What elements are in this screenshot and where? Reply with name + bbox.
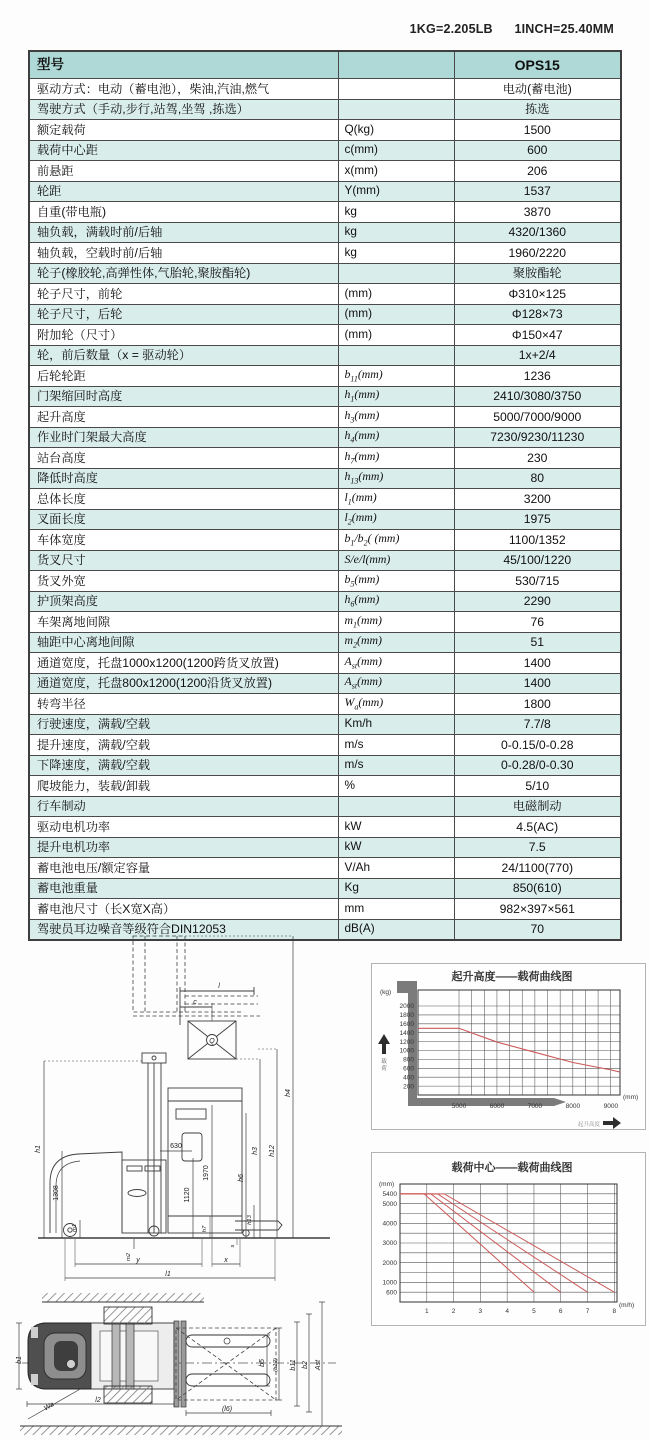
spec-table-body bbox=[29, 79, 621, 941]
table-row bbox=[29, 120, 621, 141]
spec-label: 额定载荷 bbox=[29, 120, 338, 141]
spec-label: 叉面长度 bbox=[29, 509, 338, 530]
spec-value: 4.5(AC) bbox=[454, 817, 621, 838]
spec-label: 自重(带电瓶) bbox=[29, 202, 338, 223]
svg-text:8000: 8000 bbox=[565, 1103, 581, 1110]
table-row bbox=[29, 99, 621, 120]
dim-label-h12: h12 bbox=[269, 1145, 276, 1157]
spec-label: 门架缩回时高度 bbox=[29, 386, 338, 407]
spec-value: 24/1100(770) bbox=[454, 858, 621, 879]
table-row bbox=[29, 345, 621, 366]
spec-unit: % bbox=[338, 776, 454, 797]
svg-text:800: 800 bbox=[403, 1056, 414, 1064]
spec-unit: m/s bbox=[338, 755, 454, 776]
chart1-title: 起升高度——载荷曲线图 bbox=[451, 971, 573, 983]
svg-text:2000: 2000 bbox=[382, 1259, 397, 1267]
table-row bbox=[29, 858, 621, 879]
svg-text:1800: 1800 bbox=[399, 1012, 414, 1020]
table-row bbox=[29, 243, 621, 264]
unit-conversion-note bbox=[392, 22, 614, 36]
spec-unit bbox=[338, 796, 454, 817]
spec-value: 7.5 bbox=[454, 837, 621, 858]
spec-unit: $h_1(mm)$ bbox=[338, 386, 454, 407]
spec-label: 驾驶员耳边噪音等级符合DIN12053 bbox=[29, 919, 338, 940]
table-row bbox=[29, 222, 621, 243]
spec-label: 轴距中心离地间隙 bbox=[29, 632, 338, 653]
dim-label-l1: l1 bbox=[165, 1271, 171, 1278]
spec-value: 电动(蓄电池) bbox=[454, 79, 621, 100]
dim-label-630: 630 bbox=[170, 1143, 182, 1150]
table-row bbox=[29, 837, 621, 858]
svg-text:600: 600 bbox=[386, 1289, 397, 1297]
spec-unit: mm bbox=[338, 899, 454, 920]
spec-value: 1400 bbox=[454, 653, 621, 674]
dim-label-l2: l2 bbox=[95, 1397, 101, 1404]
spec-unit: x(mm) bbox=[338, 161, 454, 182]
spec-unit: dB(A) bbox=[338, 919, 454, 940]
spec-value: 7.7/8 bbox=[454, 714, 621, 735]
table-row bbox=[29, 489, 621, 510]
svg-text:荷: 荷 bbox=[381, 1066, 387, 1072]
spec-table bbox=[28, 50, 622, 941]
table-row bbox=[29, 571, 621, 592]
spec-label: 驱动方式：电动（蓄电池），柴油,汽油,燃气 bbox=[29, 79, 338, 100]
spec-value: 0-0.15/0-0.28 bbox=[454, 735, 621, 756]
dim-label-1120: 1120 bbox=[184, 1187, 191, 1203]
side-view-drawing bbox=[30, 933, 350, 1290]
spec-unit: $W_a(mm)$ bbox=[338, 694, 454, 715]
spec-value: 1500 bbox=[454, 120, 621, 141]
dim-label-h7: h7 bbox=[202, 1225, 208, 1233]
spec-value: 206 bbox=[454, 161, 621, 182]
chart2-y-unit: (mm) bbox=[379, 1181, 395, 1188]
dim-label-x: x bbox=[224, 1257, 228, 1264]
spec-unit bbox=[338, 345, 454, 366]
dim-label-b2: b2 bbox=[302, 1361, 309, 1369]
table-row bbox=[29, 161, 621, 182]
table-row bbox=[29, 468, 621, 489]
table-row bbox=[29, 776, 621, 797]
spec-label: 轴负载，空载时前/后轴 bbox=[29, 243, 338, 264]
dim-label-wa: Wa bbox=[43, 1401, 56, 1413]
table-row bbox=[29, 530, 621, 551]
spec-label: 轮子尺寸，前轮 bbox=[29, 284, 338, 305]
spec-label: 货叉尺寸 bbox=[29, 550, 338, 571]
spec-label: 货叉外宽 bbox=[29, 571, 338, 592]
svg-text:1: 1 bbox=[424, 1308, 429, 1315]
spec-value: 51 bbox=[454, 632, 621, 653]
spec-unit: (mm) bbox=[338, 304, 454, 325]
svg-text:5400: 5400 bbox=[382, 1191, 397, 1199]
spec-value: 600 bbox=[454, 140, 621, 161]
table-row bbox=[29, 899, 621, 920]
svg-text:5: 5 bbox=[532, 1308, 536, 1315]
spec-unit: $m_1(mm)$ bbox=[338, 612, 454, 633]
spec-unit: $h_3(mm)$ bbox=[338, 407, 454, 428]
x-axis-arrow-icon bbox=[603, 1117, 621, 1129]
svg-text:6: 6 bbox=[558, 1308, 563, 1315]
spec-value: 2410/3080/3750 bbox=[454, 386, 621, 407]
table-row bbox=[29, 407, 621, 428]
table-row bbox=[29, 448, 621, 469]
svg-text:4: 4 bbox=[505, 1308, 509, 1315]
spec-value: 70 bbox=[454, 919, 621, 940]
spec-unit: (mm) bbox=[338, 284, 454, 305]
spec-label: 护顶架高度 bbox=[29, 591, 338, 612]
table-row bbox=[29, 878, 621, 899]
spec-label: 轮子(橡胶轮,高弹性体,气胎轮,聚胺酯轮) bbox=[29, 263, 338, 284]
spec-label: 蓄电池重量 bbox=[29, 878, 338, 899]
spec-label: 爬坡能力，装载/卸载 bbox=[29, 776, 338, 797]
lift-chart-svg bbox=[372, 964, 645, 1129]
spec-value: 聚胺酯轮 bbox=[454, 263, 621, 284]
spec-unit bbox=[338, 99, 454, 120]
spec-unit: $h_6(mm)$ bbox=[338, 591, 454, 612]
spec-unit: kg bbox=[338, 202, 454, 223]
spec-label: 车体宽度 bbox=[29, 530, 338, 551]
table-row bbox=[29, 550, 621, 571]
spec-unit: m/s bbox=[338, 735, 454, 756]
dim-label-y: y bbox=[136, 1257, 140, 1264]
svg-text:1600: 1600 bbox=[399, 1021, 414, 1029]
spec-value: 1x+2/4 bbox=[454, 345, 621, 366]
inch-conversion: 1INCH=25.40MM bbox=[514, 22, 614, 36]
model-value: OPS15 bbox=[454, 51, 621, 79]
table-header-row bbox=[29, 51, 621, 79]
chart1-grid bbox=[418, 990, 620, 1095]
spec-label: 轮，前后数量（x = 驱动轮） bbox=[29, 345, 338, 366]
center-chart-svg bbox=[372, 1153, 645, 1325]
spec-unit: S/e/l(mm) bbox=[338, 550, 454, 571]
table-row bbox=[29, 632, 621, 653]
spec-unit: $l_2(mm)$ bbox=[338, 509, 454, 530]
spec-label: 下降速度，满载/空载 bbox=[29, 755, 338, 776]
spec-value: 3200 bbox=[454, 489, 621, 510]
spec-label: 轮距 bbox=[29, 181, 338, 202]
unit-column-header bbox=[338, 51, 454, 79]
load-center-load-chart bbox=[371, 1152, 646, 1326]
svg-text:3000: 3000 bbox=[382, 1240, 397, 1248]
spec-value: Φ150×47 bbox=[454, 325, 621, 346]
spec-label: 蓄电池尺寸（长X宽X高） bbox=[29, 899, 338, 920]
y-axis-arrow-icon bbox=[378, 1034, 390, 1054]
svg-text:载: 载 bbox=[381, 1059, 387, 1065]
table-row bbox=[29, 181, 621, 202]
chart2-title: 载荷中心——载荷曲线图 bbox=[451, 1162, 573, 1174]
dim-label-b5: b5 bbox=[259, 1359, 266, 1367]
dim-label-m2: m2 bbox=[126, 1252, 132, 1262]
spec-unit: $m_2(mm)$ bbox=[338, 632, 454, 653]
dim-label-b1: b1 bbox=[16, 1356, 23, 1364]
spec-value: 45/100/1220 bbox=[454, 550, 621, 571]
spec-label: 行车制动 bbox=[29, 796, 338, 817]
spec-value: 拣选 bbox=[454, 99, 621, 120]
spec-unit: $h_{13}(mm)$ bbox=[338, 468, 454, 489]
svg-text:600: 600 bbox=[403, 1065, 414, 1073]
svg-text:2: 2 bbox=[451, 1308, 456, 1315]
spec-unit: $b_1/b_2$( (mm) bbox=[338, 530, 454, 551]
spec-label: 站台高度 bbox=[29, 448, 338, 469]
spec-value: 76 bbox=[454, 612, 621, 633]
table-row bbox=[29, 427, 621, 448]
spec-unit: $h_4(mm)$ bbox=[338, 427, 454, 448]
load-label-q: Q bbox=[209, 1038, 215, 1045]
spec-value: 1537 bbox=[454, 181, 621, 202]
top-view-drawing bbox=[14, 1292, 349, 1440]
dim-label-b11: b11 bbox=[290, 1359, 297, 1371]
table-row bbox=[29, 714, 621, 735]
spec-label: 作业时门架最大高度 bbox=[29, 427, 338, 448]
dim-label-h1: h1 bbox=[35, 1145, 42, 1153]
spec-value: 982×397×561 bbox=[454, 899, 621, 920]
model-header-label: 型号 bbox=[29, 51, 338, 79]
spec-unit: Y(mm) bbox=[338, 181, 454, 202]
spec-unit: Kg bbox=[338, 878, 454, 899]
dim-label-h4: h4 bbox=[285, 1089, 292, 1097]
spec-value: 530/715 bbox=[454, 571, 621, 592]
fork-silhouette bbox=[397, 981, 566, 1106]
svg-text:6000: 6000 bbox=[489, 1103, 505, 1110]
svg-text:200: 200 bbox=[403, 1083, 414, 1091]
table-row bbox=[29, 79, 621, 100]
aisle-wall-top bbox=[42, 1293, 204, 1302]
spec-label: 提升速度，满载/空载 bbox=[29, 735, 338, 756]
table-row bbox=[29, 612, 621, 633]
chart2-x-unit: (m/h) bbox=[619, 1302, 635, 1309]
dim-label-ast: Ast bbox=[315, 1359, 322, 1371]
spec-value: 3870 bbox=[454, 202, 621, 223]
dim-label-b12: (b12) bbox=[273, 1358, 279, 1372]
dim-label-c: c bbox=[193, 999, 197, 1006]
table-row bbox=[29, 284, 621, 305]
table-row bbox=[29, 304, 621, 325]
table-row bbox=[29, 140, 621, 161]
dim-label-h6: h6 bbox=[238, 1174, 245, 1182]
side-view-dimension-labels bbox=[35, 983, 292, 1278]
spec-value: 80 bbox=[454, 468, 621, 489]
spec-label: 前悬距 bbox=[29, 161, 338, 182]
spec-unit: kg bbox=[338, 243, 454, 264]
spec-label: 驾驶方式（手动,步行,站驾,坐驾 ,拣选） bbox=[29, 99, 338, 120]
table-row bbox=[29, 263, 621, 284]
table-row bbox=[29, 755, 621, 776]
chart1-x-arrow-label: 起升高度 bbox=[577, 1122, 600, 1128]
spec-value: 电磁制动 bbox=[454, 796, 621, 817]
spec-value: 1960/2220 bbox=[454, 243, 621, 264]
spec-unit: kW bbox=[338, 817, 454, 838]
lift-height-load-chart bbox=[371, 963, 646, 1130]
spec-value: 0-0.28/0-0.30 bbox=[454, 755, 621, 776]
spec-value: 1975 bbox=[454, 509, 621, 530]
spec-value: 5/10 bbox=[454, 776, 621, 797]
spec-value: 7230/9230/11230 bbox=[454, 427, 621, 448]
spec-unit: $l_1(mm)$ bbox=[338, 489, 454, 510]
spec-value: Φ128×73 bbox=[454, 304, 621, 325]
spec-value: 5000/7000/9000 bbox=[454, 407, 621, 428]
spec-label: 提升电机功率 bbox=[29, 837, 338, 858]
spec-label: 附加轮（尺寸） bbox=[29, 325, 338, 346]
spec-label: 载荷中心距 bbox=[29, 140, 338, 161]
table-row bbox=[29, 509, 621, 530]
table-row bbox=[29, 694, 621, 715]
spec-label: 轴负载，满载时前/后轴 bbox=[29, 222, 338, 243]
dim-label-s: s bbox=[230, 1244, 236, 1248]
svg-text:5000: 5000 bbox=[451, 1103, 467, 1110]
spec-label: 起升高度 bbox=[29, 407, 338, 428]
spec-value: 4320/1360 bbox=[454, 222, 621, 243]
spec-label: 行驶速度，满载/空载 bbox=[29, 714, 338, 735]
spec-label: 转弯半径 bbox=[29, 694, 338, 715]
table-row bbox=[29, 735, 621, 756]
spec-unit: c(mm) bbox=[338, 140, 454, 161]
spec-unit bbox=[338, 79, 454, 100]
table-row bbox=[29, 386, 621, 407]
spec-unit: Km/h bbox=[338, 714, 454, 735]
spec-label: 通道宽度，托盘1000x1200(1200跨货叉放置) bbox=[29, 653, 338, 674]
chart1-x-unit: (mm) bbox=[623, 1094, 639, 1101]
dim-label-h13: h13 bbox=[247, 1215, 253, 1225]
spec-label: 后轮轮距 bbox=[29, 366, 338, 387]
table-row bbox=[29, 817, 621, 838]
svg-text:4000: 4000 bbox=[382, 1220, 397, 1228]
spec-value: 1236 bbox=[454, 366, 621, 387]
spec-unit: $b_5(mm)$ bbox=[338, 571, 454, 592]
spec-label: 车架离地间隙 bbox=[29, 612, 338, 633]
svg-text:1000: 1000 bbox=[399, 1047, 414, 1055]
side-view-linework bbox=[38, 936, 330, 1281]
table-row bbox=[29, 325, 621, 346]
table-row bbox=[29, 202, 621, 223]
spec-label: 轮子尺寸，后轮 bbox=[29, 304, 338, 325]
svg-text:2000: 2000 bbox=[399, 1003, 414, 1011]
svg-text:7000: 7000 bbox=[527, 1103, 543, 1110]
dim-label-l6: (l6) bbox=[221, 1406, 233, 1413]
spec-unit: $A_{st}(mm)$ bbox=[338, 673, 454, 694]
svg-text:5000: 5000 bbox=[382, 1200, 397, 1208]
svg-text:8: 8 bbox=[612, 1308, 617, 1315]
spec-unit: $h_7(mm)$ bbox=[338, 448, 454, 469]
spec-unit bbox=[338, 263, 454, 284]
dim-label-h3: h3 bbox=[252, 1147, 259, 1155]
spec-unit: Q(kg) bbox=[338, 120, 454, 141]
spec-label: 通道宽度，托盘800x1200(1200沿货叉放置) bbox=[29, 673, 338, 694]
kg-conversion: 1KG=2.205LB bbox=[409, 22, 493, 36]
chart1-series bbox=[418, 1028, 620, 1072]
spec-label: 蓄电池电压/额定容量 bbox=[29, 858, 338, 879]
spec-value: 1100/1352 bbox=[454, 530, 621, 551]
svg-text:1400: 1400 bbox=[399, 1029, 414, 1037]
spec-unit: $b_{11}(mm)$ bbox=[338, 366, 454, 387]
table-row bbox=[29, 366, 621, 387]
spec-unit: kg bbox=[338, 222, 454, 243]
dim-label-l: l bbox=[218, 983, 220, 990]
y-axis-arrow-label bbox=[381, 1057, 387, 1072]
spec-label: 降低时高度 bbox=[29, 468, 338, 489]
chart1-y-unit: (kg) bbox=[380, 989, 392, 996]
spec-value: 230 bbox=[454, 448, 621, 469]
spec-label: 总体长度 bbox=[29, 489, 338, 510]
spec-unit: (mm) bbox=[338, 325, 454, 346]
table-row bbox=[29, 673, 621, 694]
spec-value: 850(610) bbox=[454, 878, 621, 899]
spec-unit: $A_{st}(mm)$ bbox=[338, 653, 454, 674]
svg-text:3: 3 bbox=[478, 1308, 483, 1315]
dim-label-m1: m1 bbox=[72, 1223, 78, 1233]
spec-value: Φ310×125 bbox=[454, 284, 621, 305]
svg-text:1000: 1000 bbox=[382, 1279, 397, 1287]
svg-text:9000: 9000 bbox=[603, 1103, 619, 1110]
table-row bbox=[29, 591, 621, 612]
spec-label: 驱动电机功率 bbox=[29, 817, 338, 838]
spec-value: 2290 bbox=[454, 591, 621, 612]
spec-value: 1800 bbox=[454, 694, 621, 715]
svg-text:7: 7 bbox=[585, 1308, 590, 1315]
table-row bbox=[29, 796, 621, 817]
dim-label-1970: 1970 bbox=[203, 1165, 210, 1181]
dim-label-1308: 1308 bbox=[53, 1185, 60, 1201]
spec-unit: kW bbox=[338, 837, 454, 858]
svg-text:400: 400 bbox=[403, 1074, 414, 1082]
spec-unit: V/Ah bbox=[338, 858, 454, 879]
table-row bbox=[29, 653, 621, 674]
aisle-wall-bottom bbox=[20, 1426, 342, 1435]
svg-text:1200: 1200 bbox=[399, 1038, 414, 1046]
spec-value: 1400 bbox=[454, 673, 621, 694]
